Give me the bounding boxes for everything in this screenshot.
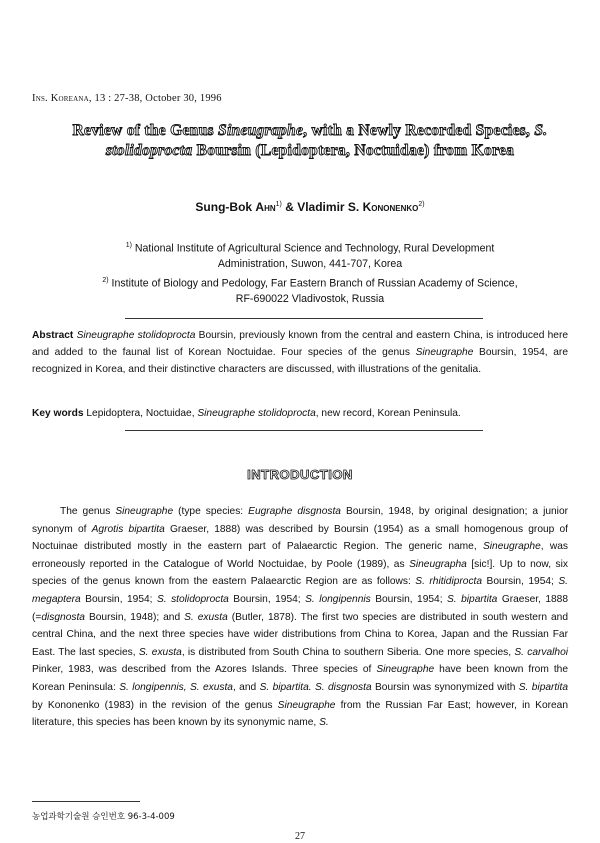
affiliation-mark: 2): [102, 276, 109, 284]
body-text: S. exusta: [184, 611, 228, 623]
title-text: Sineugraphe: [218, 122, 304, 139]
section-divider: [125, 430, 483, 431]
title-text: S. stolidoprocta: [105, 122, 548, 159]
body-text: Boursin, 1948, by original designation; a junior synonym of: [32, 506, 569, 535]
affiliation-line: RF-690022 Vladivostok, Russia: [235, 292, 385, 305]
introduction-body: [32, 503, 568, 732]
body-text: Graeser, 1888 (=: [32, 593, 569, 623]
page-number: 27: [295, 831, 305, 842]
paragraph: [32, 503, 568, 732]
body-text: from the Russian Far East; however, in Korean literature, this species has been known by its synonymic name,: [32, 699, 568, 729]
body-text: Boursin, 1954;: [80, 593, 157, 605]
title-text: Boursin (Lepidoptera, Noctuidae) from Korea: [192, 142, 515, 159]
affiliation-mark: 1): [125, 242, 132, 249]
body-text: Graeser, 1888) was described by Boursin (1954) as a small homogenous group of Noctuinae distributed mostly in the eastern part of Palaearctic Region. The generic name,: [32, 523, 568, 553]
body-text: , and: [232, 681, 260, 693]
abstract-text: Boursin, previously known from the central and eastern China, is introduced here and added to the faunal list of Korean Noctuidae. Four species of the genus: [32, 330, 569, 358]
body-text: S. rhitidiprocta: [415, 576, 483, 588]
title-text: , with a Newly Recorded Species,: [303, 122, 535, 139]
keywords-text: Sineugraphe stolidoprocta: [197, 408, 316, 419]
body-text: (Butler, 1878). The first two species are distributed in south western and central China, and the next three species have wider distributions from China to Korea, Japan and the Russian Far East. The last species,: [32, 611, 569, 658]
title-text: Review of the Genus: [72, 122, 219, 139]
body-text: S. exusta: [138, 646, 182, 658]
footnote-rule: [32, 801, 140, 802]
affiliation-mark: 2): [418, 201, 425, 208]
author-name: Sung-Bok: [195, 200, 256, 214]
footnote: 농업과학기술원 승인번호 96-3-4-009: [32, 812, 175, 822]
body-text: S. bipartita: [518, 681, 569, 693]
body-text: S. bipartita. S. disgnosta: [259, 681, 372, 693]
abstract-text: Sineugraphe stolidoprocta: [73, 330, 196, 341]
body-text: (type species:: [173, 506, 249, 517]
abstract-label: Abstract: [32, 330, 74, 341]
affiliation-text: National Institute of Agricultural Science and Technology, Rural Development: [131, 242, 495, 255]
article-title: [40, 121, 580, 161]
body-text: Sineugraphe: [482, 541, 541, 553]
section-divider: [125, 318, 483, 319]
abstract-text: Sineugraphe: [415, 347, 474, 358]
body-text: Sineugraphe: [277, 699, 336, 711]
body-text: Boursin was synonymized with: [371, 681, 519, 693]
affiliation-line: [40, 238, 580, 257]
body-text: Sineugraphe: [115, 506, 174, 517]
affiliation-line: Administration, Suwon, 441-707, Korea: [217, 258, 403, 271]
keywords-text: Lepidoptera, Noctuidae,: [83, 408, 198, 419]
affiliations: [40, 238, 580, 307]
author-name: Kononenko: [362, 200, 419, 214]
body-text: [sic!]. Up to now, six species of the genus known from the eastern Palaearctic Region are as follows:: [32, 558, 568, 588]
body-text: , was erroneously reported in the Catalogue of World Noctuidae, by Poole (1989), as: [32, 541, 568, 570]
body-text: S. bipartita: [447, 593, 498, 605]
body-text: S. longipennis, S. exusta: [119, 681, 233, 693]
body-text: Boursin, 1954;: [370, 593, 448, 605]
body-text: Sineugrapha: [409, 558, 467, 570]
journal-name: Ins. Koreana: [32, 93, 89, 104]
body-text: S. stolidoprocta: [156, 593, 229, 605]
author-separator: &: [281, 200, 298, 214]
keywords-label: Key words: [32, 408, 84, 419]
body-text: disgnosta: [41, 611, 85, 623]
journal-citation: [32, 93, 222, 104]
body-text: Boursin, 1948); and: [84, 611, 185, 623]
affiliation-mark: 1): [275, 201, 282, 208]
body-text: Agrotis bipartita: [91, 523, 165, 535]
keywords: [32, 406, 568, 422]
section-heading: INTRODUCTION: [247, 467, 353, 482]
body-text: S. longipennis: [305, 593, 371, 605]
body-text: by Kononenko (1983) in the revision of the genus: [32, 699, 278, 711]
abstract: [32, 327, 568, 378]
author-name: Ahn: [255, 200, 276, 214]
body-text: The genus: [60, 506, 116, 517]
author-name: Vladimir S.: [297, 200, 363, 214]
body-text: Eugraphe disgnosta: [248, 506, 341, 517]
affiliation-line: [40, 273, 580, 292]
body-text: have been known from the Korean Peninsula:: [32, 664, 568, 693]
body-text: Boursin, 1954;: [228, 593, 306, 605]
body-text: , is distributed from South China to southern Siberia. One more species,: [181, 646, 515, 658]
body-text: Pinker, 1983, was described from the Azores Islands. Three species of: [32, 664, 377, 676]
journal-issue: , 13 : 27-38, October 30, 1996: [88, 93, 222, 104]
keywords-text: , new record, Korean Peninsula.: [315, 408, 461, 419]
body-text: Boursin, 1954;: [482, 576, 559, 588]
body-text: S. carvalhoi: [514, 646, 569, 658]
abstract-text: Boursin, 1954, are recognized in Korea, and their distinctive characters are discussed, with illustrations of the genitalia.: [32, 347, 568, 375]
body-text: Sineugraphe: [376, 664, 435, 676]
author-line: [40, 200, 580, 214]
affiliation-text: Institute of Biology and Pedology, Far Eastern Branch of Russian Academy of Science,: [108, 277, 518, 290]
body-text: S.: [319, 717, 329, 729]
body-text: S. megaptera: [32, 576, 568, 605]
